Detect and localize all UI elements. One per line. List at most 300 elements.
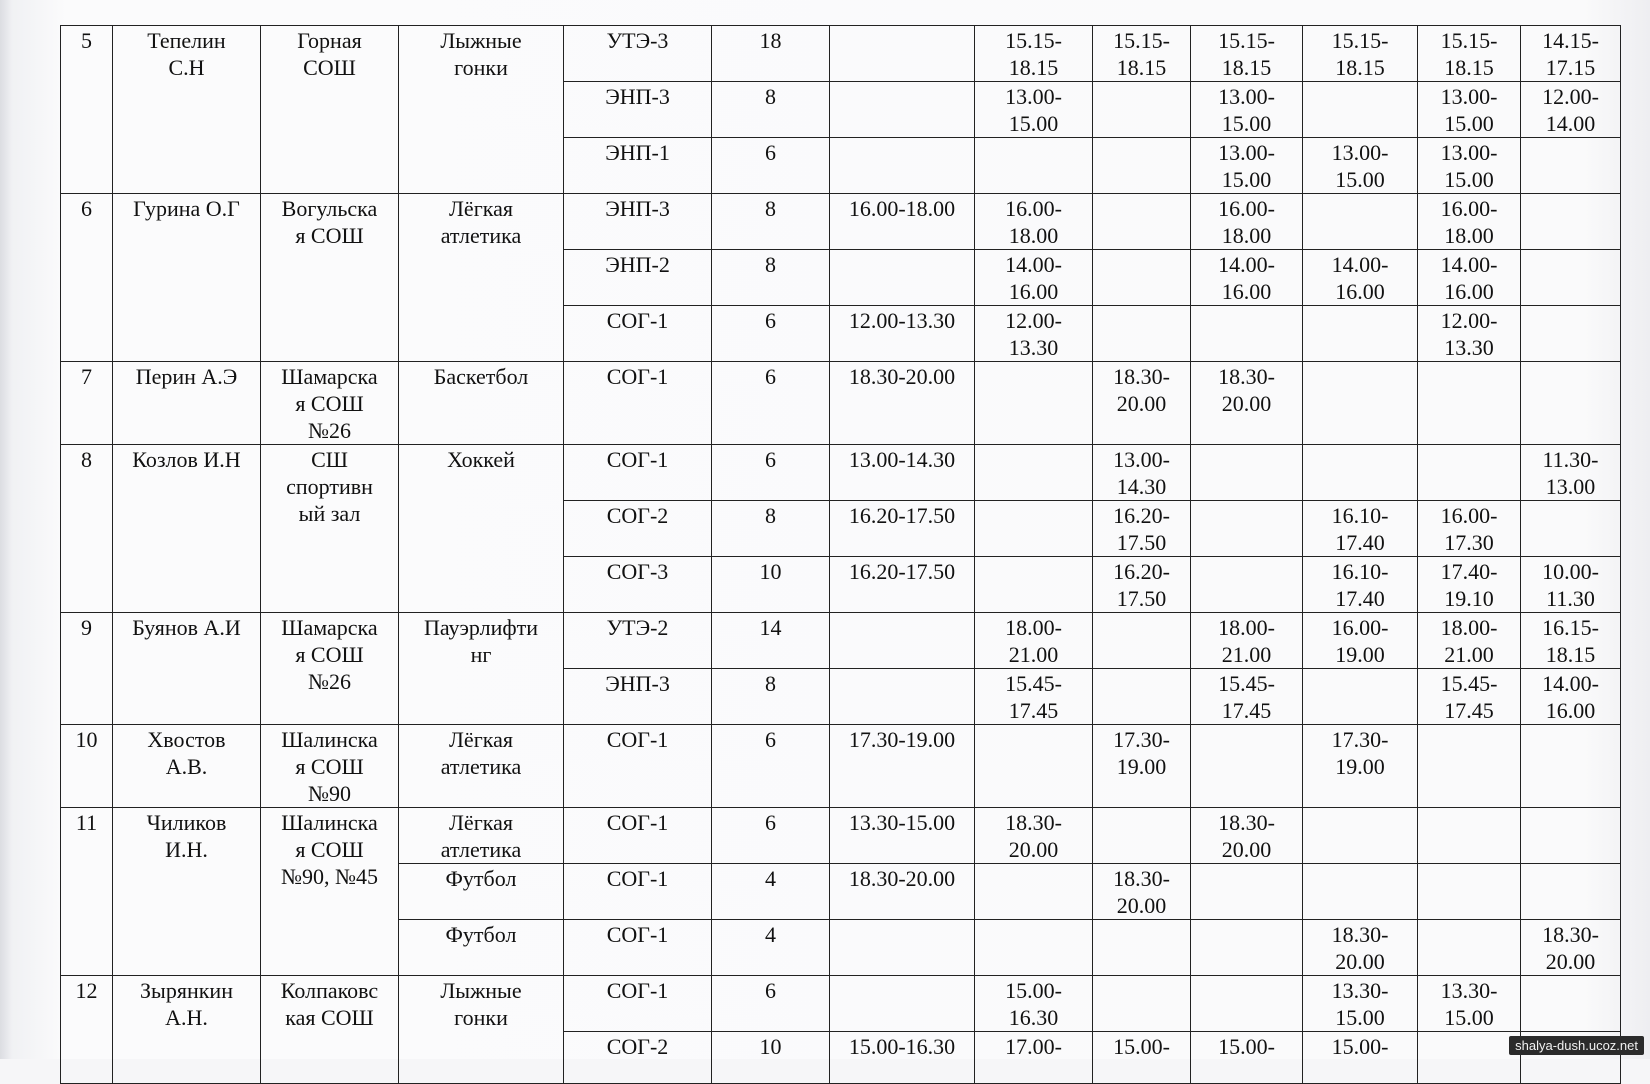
table-cell xyxy=(564,445,712,501)
table-cell xyxy=(113,613,261,725)
table-cell xyxy=(1191,669,1303,725)
table-row xyxy=(61,26,1621,82)
table-cell xyxy=(113,808,261,976)
table-cell xyxy=(1191,557,1303,613)
table-cell xyxy=(712,557,830,613)
cell-text: 5 xyxy=(81,28,92,53)
cell-text: 15.15- 18.15 xyxy=(1218,28,1275,80)
table-cell xyxy=(1521,864,1621,920)
table-row xyxy=(61,725,1621,808)
table-cell xyxy=(564,669,712,725)
cell-text: 16.10- 17.40 xyxy=(1331,559,1389,611)
table-cell xyxy=(1093,306,1191,362)
cell-text: 13.00- 15.00 xyxy=(1218,140,1275,192)
cell-text: 17.40- 19.10 xyxy=(1440,559,1498,611)
cell-text: 13.00- 15.00 xyxy=(1005,84,1062,136)
cell-text: 15.00- xyxy=(1113,1034,1170,1059)
table-cell xyxy=(1191,26,1303,82)
table-cell xyxy=(1418,306,1521,362)
table-cell xyxy=(261,725,399,808)
table-cell xyxy=(1093,613,1191,669)
table-cell xyxy=(564,501,712,557)
cell-text: 15.45- 17.45 xyxy=(1440,671,1498,723)
table-cell xyxy=(564,82,712,138)
table-cell xyxy=(1521,194,1621,250)
cell-text: 18.30- 20.00 xyxy=(1542,922,1599,974)
table-cell xyxy=(564,362,712,445)
table-cell xyxy=(1191,445,1303,501)
cell-text: 16.20-17.50 xyxy=(848,559,956,584)
cell-text: УТЭ-3 xyxy=(606,28,669,53)
cell-text: 12.00- 14.00 xyxy=(1542,84,1599,136)
table-cell xyxy=(1521,920,1621,976)
cell-text: 13.30- 15.00 xyxy=(1440,978,1498,1030)
table-cell xyxy=(61,26,113,194)
table-cell xyxy=(1191,250,1303,306)
table-cell xyxy=(1521,613,1621,669)
table-cell xyxy=(1093,362,1191,445)
table-cell xyxy=(1418,194,1521,250)
table-cell xyxy=(830,138,975,194)
cell-text: СОГ-1 xyxy=(606,866,669,891)
cell-text: 10.00- 11.30 xyxy=(1542,559,1599,611)
cell-text: 14.00- 16.00 xyxy=(1005,252,1062,304)
cell-text: СОГ-1 xyxy=(606,364,669,389)
cell-text: Футбол xyxy=(445,866,517,891)
table-cell xyxy=(564,250,712,306)
cell-text: Хоккей xyxy=(447,447,515,472)
cell-text: УТЭ-2 xyxy=(606,615,669,640)
cell-text: ЭНП-2 xyxy=(605,252,670,277)
cell-text: 17.30- 19.00 xyxy=(1331,727,1389,779)
cell-text: 6 xyxy=(765,727,776,752)
cell-text: 13.00-14.30 xyxy=(848,447,956,472)
table-cell xyxy=(1303,445,1418,501)
cell-text: Козлов И.Н xyxy=(132,447,241,472)
table-cell xyxy=(1418,613,1521,669)
table-cell xyxy=(113,976,261,1084)
table-cell xyxy=(975,501,1093,557)
table-cell xyxy=(1418,920,1521,976)
cell-text: СОГ-1 xyxy=(606,447,669,472)
cell-text: Перин А.Э xyxy=(135,364,238,389)
table-cell xyxy=(975,808,1093,864)
table-cell xyxy=(1191,362,1303,445)
cell-text: 6 xyxy=(765,447,776,472)
cell-text: 6 xyxy=(765,364,776,389)
cell-text: 4 xyxy=(765,866,776,891)
table-cell xyxy=(399,725,564,808)
cell-text: 12 xyxy=(75,978,98,1003)
table-cell xyxy=(1418,1032,1521,1084)
cell-text: 15.15- 18.15 xyxy=(1113,28,1170,80)
cell-text: 18.30- 20.00 xyxy=(1331,922,1389,974)
table-cell xyxy=(564,613,712,669)
table-cell xyxy=(1191,306,1303,362)
cell-text: 18.30- 20.00 xyxy=(1218,810,1275,862)
table-cell xyxy=(564,26,712,82)
table-cell xyxy=(1521,82,1621,138)
cell-text: 13.00- 14.30 xyxy=(1113,447,1170,499)
cell-text: 15.00- xyxy=(1331,1034,1389,1059)
cell-text: 18.00- 21.00 xyxy=(1005,615,1062,667)
table-cell xyxy=(1521,557,1621,613)
cell-text: 16.20- 17.50 xyxy=(1113,503,1170,555)
table-cell xyxy=(564,306,712,362)
table-cell xyxy=(564,976,712,1032)
cell-text: 6 xyxy=(81,196,92,221)
cell-text: 18.30-20.00 xyxy=(848,364,956,389)
cell-text: 16.00- 17.30 xyxy=(1440,503,1498,555)
table-cell xyxy=(830,976,975,1032)
cell-text: 18.30- 20.00 xyxy=(1005,810,1062,862)
cell-text: 6 xyxy=(765,140,776,165)
table-cell xyxy=(712,1032,830,1084)
cell-text: 15.00-16.30 xyxy=(848,1034,956,1059)
cell-text: 13.00- 15.00 xyxy=(1218,84,1275,136)
table-cell xyxy=(1521,669,1621,725)
table-cell xyxy=(975,306,1093,362)
table-cell xyxy=(1191,725,1303,808)
table-cell xyxy=(1303,864,1418,920)
table-cell xyxy=(113,445,261,613)
table-cell xyxy=(712,808,830,864)
table-cell xyxy=(830,557,975,613)
cell-text: 13.00- 15.00 xyxy=(1440,140,1498,192)
cell-text: Шалинска я СОШ №90, №45 xyxy=(281,810,378,889)
table-cell xyxy=(1303,1032,1418,1084)
table-cell xyxy=(1093,194,1191,250)
cell-text: Лёгкая атлетика xyxy=(440,810,522,862)
table-cell xyxy=(1093,669,1191,725)
table-cell xyxy=(1303,920,1418,976)
table-cell xyxy=(1303,501,1418,557)
table-cell xyxy=(712,725,830,808)
table-cell xyxy=(1093,976,1191,1032)
table-cell xyxy=(261,194,399,362)
table-cell xyxy=(975,669,1093,725)
table-cell xyxy=(1303,613,1418,669)
table-cell xyxy=(1418,138,1521,194)
table-cell xyxy=(830,1032,975,1084)
table-cell xyxy=(1521,976,1621,1032)
table-cell xyxy=(830,725,975,808)
table-cell xyxy=(975,976,1093,1032)
cell-text: 6 xyxy=(765,308,776,333)
table-cell xyxy=(564,138,712,194)
cell-text: 15.00- 16.30 xyxy=(1005,978,1062,1030)
table-cell xyxy=(1303,26,1418,82)
cell-text: СОГ-2 xyxy=(606,1034,669,1059)
table-cell xyxy=(1418,725,1521,808)
table-cell xyxy=(261,445,399,613)
table-cell xyxy=(975,613,1093,669)
table-cell xyxy=(261,613,399,725)
table-cell xyxy=(564,864,712,920)
table-cell xyxy=(712,26,830,82)
table-cell xyxy=(712,669,830,725)
cell-text: Чиликов И.Н. xyxy=(146,810,227,862)
cell-text: 11 xyxy=(75,810,98,835)
table-cell xyxy=(975,362,1093,445)
table-cell xyxy=(712,306,830,362)
table-row xyxy=(61,613,1621,669)
table-cell xyxy=(399,976,564,1084)
table-cell xyxy=(1418,82,1521,138)
table-cell xyxy=(113,194,261,362)
table-cell xyxy=(61,725,113,808)
table-cell xyxy=(830,306,975,362)
cell-text: СОГ-1 xyxy=(606,727,669,752)
cell-text: 17.30-19.00 xyxy=(848,727,956,752)
table-cell xyxy=(830,250,975,306)
table-cell xyxy=(61,445,113,613)
cell-text: 17.30- 19.00 xyxy=(1113,727,1170,779)
table-cell xyxy=(1303,194,1418,250)
cell-text: Колпаковс кая СОШ xyxy=(280,978,379,1030)
table-cell xyxy=(1093,26,1191,82)
table-cell xyxy=(712,362,830,445)
table-cell xyxy=(830,864,975,920)
table-cell xyxy=(113,725,261,808)
table-cell xyxy=(1191,194,1303,250)
table-row xyxy=(61,362,1621,445)
table-cell xyxy=(1191,613,1303,669)
table-cell xyxy=(399,26,564,194)
cell-text: 16.00- 18.00 xyxy=(1218,196,1275,248)
table-cell xyxy=(830,82,975,138)
cell-text: 11.30- 13.00 xyxy=(1542,447,1599,499)
table-cell xyxy=(1093,138,1191,194)
table-cell xyxy=(1521,250,1621,306)
table-cell xyxy=(1303,557,1418,613)
table-cell xyxy=(1093,82,1191,138)
cell-text: Хвостов А.В. xyxy=(147,727,226,779)
table-cell xyxy=(261,976,399,1084)
table-cell xyxy=(1303,306,1418,362)
table-cell xyxy=(830,362,975,445)
table-cell xyxy=(399,445,564,613)
table-cell xyxy=(1521,138,1621,194)
table-cell xyxy=(1191,976,1303,1032)
table-cell xyxy=(399,864,564,920)
cell-text: 14.15- 17.15 xyxy=(1542,28,1599,80)
table-cell xyxy=(1418,501,1521,557)
table-cell xyxy=(1303,82,1418,138)
cell-text: 16.10- 17.40 xyxy=(1331,503,1389,555)
cell-text: 18.30- 20.00 xyxy=(1113,866,1170,918)
table-cell xyxy=(1303,725,1418,808)
table-cell xyxy=(399,920,564,976)
table-cell xyxy=(1093,808,1191,864)
table-cell xyxy=(399,613,564,725)
table-cell xyxy=(1521,501,1621,557)
cell-text: 8 xyxy=(765,671,776,696)
table-cell xyxy=(1093,445,1191,501)
table-cell xyxy=(564,808,712,864)
table-cell xyxy=(564,725,712,808)
schedule-body xyxy=(61,26,1621,1084)
cell-text: ЭНП-1 xyxy=(605,140,670,165)
cell-text: 16.00- 18.00 xyxy=(1005,196,1062,248)
table-cell xyxy=(399,194,564,362)
table-cell xyxy=(564,920,712,976)
table-cell xyxy=(1418,445,1521,501)
table-cell xyxy=(712,501,830,557)
table-cell xyxy=(261,26,399,194)
cell-text: 18.00- 21.00 xyxy=(1440,615,1498,667)
table-cell xyxy=(1303,138,1418,194)
table-cell xyxy=(830,501,975,557)
cell-text: 18.30- 20.00 xyxy=(1218,364,1275,416)
table-cell xyxy=(1093,864,1191,920)
table-cell xyxy=(1093,920,1191,976)
table-cell xyxy=(399,808,564,864)
table-cell xyxy=(1303,669,1418,725)
table-cell xyxy=(1521,725,1621,808)
table-cell xyxy=(712,82,830,138)
cell-text: 8 xyxy=(765,196,776,221)
cell-text: 14.00- 16.00 xyxy=(1542,671,1599,723)
table-cell xyxy=(261,362,399,445)
cell-text: СОГ-2 xyxy=(606,503,669,528)
cell-text: 18.30- 20.00 xyxy=(1113,364,1170,416)
cell-text: Шалинска я СОШ №90 xyxy=(281,727,378,806)
cell-text: Шамарска я СОШ №26 xyxy=(281,615,378,694)
cell-text: 14 xyxy=(759,615,782,640)
cell-text: Шамарска я СОШ №26 xyxy=(281,364,378,443)
table-cell xyxy=(712,613,830,669)
cell-text: 12.00-13.30 xyxy=(848,308,956,333)
table-cell xyxy=(1418,864,1521,920)
table-cell xyxy=(1093,557,1191,613)
table-cell xyxy=(1521,26,1621,82)
cell-text: 15.45- 17.45 xyxy=(1218,671,1275,723)
cell-text: 4 xyxy=(765,922,776,947)
table-cell xyxy=(830,808,975,864)
table-cell xyxy=(1093,1032,1191,1084)
cell-text: СОГ-1 xyxy=(606,922,669,947)
table-cell xyxy=(1191,138,1303,194)
cell-text: СОГ-1 xyxy=(606,308,669,333)
table-cell xyxy=(975,250,1093,306)
cell-text: 15.00- xyxy=(1218,1034,1275,1059)
table-cell xyxy=(975,725,1093,808)
table-cell xyxy=(975,557,1093,613)
table-cell xyxy=(1191,808,1303,864)
table-cell xyxy=(712,864,830,920)
cell-text: 17.00- xyxy=(1005,1034,1062,1059)
cell-text: 16.00-18.00 xyxy=(848,196,956,221)
table-cell xyxy=(1093,250,1191,306)
cell-text: Баскетбол xyxy=(433,364,529,389)
cell-text: 16.20-17.50 xyxy=(848,503,956,528)
cell-text: ЭНП-3 xyxy=(605,84,670,109)
table-cell xyxy=(1303,976,1418,1032)
table-cell xyxy=(975,920,1093,976)
table-cell xyxy=(1093,725,1191,808)
table-cell xyxy=(61,194,113,362)
cell-text: 16.20- 17.50 xyxy=(1113,559,1170,611)
table-cell xyxy=(1418,26,1521,82)
table-cell xyxy=(830,669,975,725)
table-cell xyxy=(1303,362,1418,445)
cell-text: 8 xyxy=(765,84,776,109)
cell-text: 13.00- 15.00 xyxy=(1331,140,1389,192)
cell-text: Буянов А.И xyxy=(132,615,241,640)
table-cell xyxy=(564,194,712,250)
table-cell xyxy=(1418,976,1521,1032)
cell-text: 6 xyxy=(765,978,776,1003)
table-cell xyxy=(1418,808,1521,864)
table-cell xyxy=(712,138,830,194)
table-cell xyxy=(261,808,399,976)
table-cell xyxy=(830,194,975,250)
table-cell xyxy=(61,808,113,976)
cell-text: Лёгкая атлетика xyxy=(440,727,522,779)
cell-text: СОГ-1 xyxy=(606,978,669,1003)
table-cell xyxy=(1418,250,1521,306)
table-cell xyxy=(975,194,1093,250)
cell-text: 18 xyxy=(759,28,782,53)
cell-text: 15.15- 18.15 xyxy=(1005,28,1062,80)
table-cell xyxy=(975,138,1093,194)
table-cell xyxy=(61,976,113,1084)
cell-text: 12.00- 13.30 xyxy=(1440,308,1498,360)
cell-text: Лыжные гонки xyxy=(440,978,522,1030)
table-cell xyxy=(975,864,1093,920)
cell-text: 16.00- 19.00 xyxy=(1331,615,1389,667)
table-cell xyxy=(830,920,975,976)
cell-text: 13.00- 15.00 xyxy=(1440,84,1498,136)
cell-text: 18.00- 21.00 xyxy=(1218,615,1275,667)
table-cell xyxy=(564,1032,712,1084)
table-cell xyxy=(1418,557,1521,613)
table-row xyxy=(61,976,1621,1032)
cell-text: ЭНП-3 xyxy=(605,671,670,696)
table-cell xyxy=(1303,808,1418,864)
table-cell xyxy=(712,445,830,501)
table-cell xyxy=(1191,920,1303,976)
cell-text: Зырянкин А.Н. xyxy=(140,978,233,1030)
table-cell xyxy=(712,976,830,1032)
table-cell xyxy=(61,362,113,445)
training-schedule-table xyxy=(60,25,1621,1084)
cell-text: Гурина О.Г xyxy=(133,196,240,221)
cell-text: 18.30-20.00 xyxy=(848,866,956,891)
cell-text: Тепелин С.Н xyxy=(147,28,226,80)
table-cell xyxy=(830,26,975,82)
table-cell xyxy=(975,445,1093,501)
table-cell xyxy=(1521,808,1621,864)
table-cell xyxy=(1521,306,1621,362)
table-cell xyxy=(830,613,975,669)
cell-text: Лёгкая атлетика xyxy=(440,196,522,248)
cell-text: ЭНП-3 xyxy=(605,196,670,221)
cell-text: 10 xyxy=(759,559,782,584)
cell-text: 8 xyxy=(765,252,776,277)
table-cell xyxy=(564,557,712,613)
table-cell xyxy=(1521,445,1621,501)
cell-text: 12.00- 13.30 xyxy=(1005,308,1062,360)
table-cell xyxy=(1521,362,1621,445)
cell-text: 7 xyxy=(81,364,92,389)
table-cell xyxy=(1303,250,1418,306)
cell-text: 8 xyxy=(81,447,92,472)
table-cell xyxy=(399,362,564,445)
cell-text: Футбол xyxy=(445,922,517,947)
table-cell xyxy=(1191,864,1303,920)
